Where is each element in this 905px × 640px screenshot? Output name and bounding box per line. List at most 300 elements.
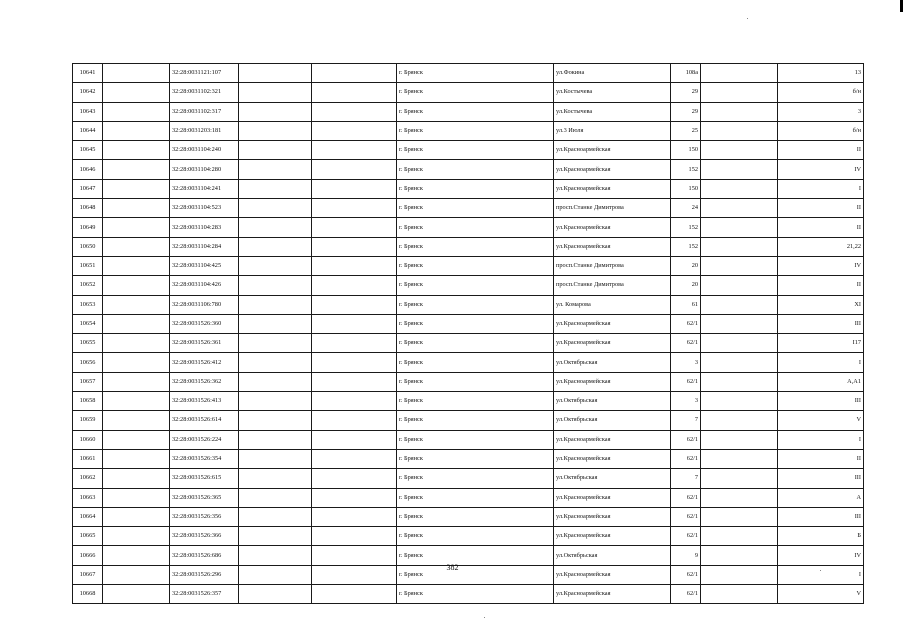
city-cell: г. Брянск (397, 392, 554, 411)
house-number-cell: 62/1 (671, 314, 701, 333)
cadastral-number-cell: 32:28:0031104:425 (170, 256, 239, 275)
row-number-cell: 10667 (73, 565, 103, 584)
street-cell: ул.Октябрьская (554, 546, 671, 565)
table-row (73, 83, 864, 102)
row-number-cell: 10653 (73, 295, 103, 314)
empty-cell (103, 179, 170, 198)
table-row (73, 430, 864, 449)
table-row (73, 121, 864, 140)
empty-cell (312, 102, 397, 121)
premises-number-cell: II (778, 276, 864, 295)
empty-cell (701, 276, 778, 295)
cadastral-number-cell: 32:28:0031121:107 (170, 64, 239, 83)
page-number: 382 (446, 563, 459, 572)
empty-cell (239, 488, 312, 507)
empty-cell (239, 449, 312, 468)
empty-cell (103, 392, 170, 411)
premises-number-cell: Б (778, 527, 864, 546)
empty-cell (103, 430, 170, 449)
table-row (73, 102, 864, 121)
house-number-cell: 62/1 (671, 507, 701, 526)
premises-number-cell: II (778, 141, 864, 160)
row-number-cell: 10643 (73, 102, 103, 121)
empty-cell (701, 179, 778, 198)
premises-number-cell: I17 (778, 334, 864, 353)
row-number-cell: 10659 (73, 411, 103, 430)
empty-cell (239, 430, 312, 449)
street-cell: ул.Красноармейская (554, 179, 671, 198)
empty-cell (701, 334, 778, 353)
premises-number-cell: I (778, 353, 864, 372)
empty-cell (701, 295, 778, 314)
empty-cell (239, 314, 312, 333)
table-row (73, 199, 864, 218)
city-cell: г. Брянск (397, 372, 554, 391)
scan-speck (484, 617, 485, 618)
empty-cell (239, 141, 312, 160)
empty-cell (312, 160, 397, 179)
house-number-cell: 7 (671, 469, 701, 488)
street-cell: ул.Красноармейская (554, 585, 671, 604)
empty-cell (701, 199, 778, 218)
empty-cell (239, 585, 312, 604)
row-number-cell: 10663 (73, 488, 103, 507)
cadastral-number-cell: 32:28:0031104:280 (170, 160, 239, 179)
street-cell: ул.3 Июля (554, 121, 671, 140)
premises-number-cell: 21,22 (778, 237, 864, 256)
row-number-cell: 10655 (73, 334, 103, 353)
empty-cell (103, 102, 170, 121)
empty-cell (701, 141, 778, 160)
empty-cell (312, 276, 397, 295)
table-row (73, 314, 864, 333)
empty-cell (103, 334, 170, 353)
row-number-cell: 10652 (73, 276, 103, 295)
empty-cell (103, 121, 170, 140)
cadastral-number-cell: 32:28:0031526:615 (170, 469, 239, 488)
street-cell: ул.Костычева (554, 102, 671, 121)
street-cell: ул.Красноармейская (554, 488, 671, 507)
empty-cell (701, 256, 778, 275)
empty-cell (239, 469, 312, 488)
table-row (73, 353, 864, 372)
cadastral-number-cell: 32:28:0031203:181 (170, 121, 239, 140)
cadastral-number-cell: 32:28:0031106:780 (170, 295, 239, 314)
cadastral-number-cell: 32:28:0031104:284 (170, 237, 239, 256)
house-number-cell: 62/1 (671, 488, 701, 507)
empty-cell (103, 218, 170, 237)
house-number-cell: 3 (671, 392, 701, 411)
table-row (73, 276, 864, 295)
city-cell: г. Брянск (397, 488, 554, 507)
cadastral-number-cell: 32:28:0031104:240 (170, 141, 239, 160)
empty-cell (701, 160, 778, 179)
empty-cell (701, 411, 778, 430)
empty-cell (701, 469, 778, 488)
cadastral-number-cell: 32:28:0031104:426 (170, 276, 239, 295)
house-number-cell: 150 (671, 141, 701, 160)
empty-cell (103, 276, 170, 295)
city-cell: г. Брянск (397, 141, 554, 160)
premises-number-cell: I (778, 430, 864, 449)
empty-cell (103, 83, 170, 102)
row-number-cell: 10656 (73, 353, 103, 372)
empty-cell (312, 218, 397, 237)
premises-number-cell: III (778, 392, 864, 411)
empty-cell (701, 237, 778, 256)
cadastral-number-cell: 32:28:0031526:412 (170, 353, 239, 372)
table-row (73, 160, 864, 179)
table-row (73, 218, 864, 237)
empty-cell (103, 353, 170, 372)
empty-cell (239, 83, 312, 102)
premises-number-cell: V (778, 585, 864, 604)
table-row (73, 141, 864, 160)
empty-cell (103, 449, 170, 468)
premises-number-cell: IV (778, 160, 864, 179)
table-row (73, 334, 864, 353)
house-number-cell: 7 (671, 411, 701, 430)
empty-cell (239, 353, 312, 372)
premises-number-cell: V (778, 411, 864, 430)
empty-cell (239, 160, 312, 179)
table-row (73, 295, 864, 314)
premises-number-cell: А,А1 (778, 372, 864, 391)
empty-cell (701, 527, 778, 546)
empty-cell (701, 64, 778, 83)
table-row (73, 256, 864, 275)
row-number-cell: 10644 (73, 121, 103, 140)
empty-cell (312, 237, 397, 256)
premises-number-cell: А (778, 488, 864, 507)
empty-cell (701, 392, 778, 411)
table-row (73, 527, 864, 546)
empty-cell (312, 179, 397, 198)
scan-edge-mark (900, 0, 903, 12)
house-number-cell: 62/1 (671, 585, 701, 604)
house-number-cell: 20 (671, 256, 701, 275)
premises-number-cell: III (778, 314, 864, 333)
empty-cell (312, 295, 397, 314)
house-number-cell: 3 (671, 353, 701, 372)
city-cell: г. Брянск (397, 507, 554, 526)
city-cell: г. Брянск (397, 160, 554, 179)
house-number-cell: 29 (671, 102, 701, 121)
cadastral-number-cell: 32:28:0031104:283 (170, 218, 239, 237)
city-cell: г. Брянск (397, 546, 554, 565)
house-number-cell: 20 (671, 276, 701, 295)
city-cell: г. Брянск (397, 585, 554, 604)
table-row (73, 237, 864, 256)
premises-number-cell: III (778, 469, 864, 488)
city-cell: г. Брянск (397, 199, 554, 218)
empty-cell (312, 314, 397, 333)
empty-cell (312, 256, 397, 275)
empty-cell (239, 295, 312, 314)
city-cell: г. Брянск (397, 430, 554, 449)
row-number-cell: 10646 (73, 160, 103, 179)
street-cell: ул.Красноармейская (554, 314, 671, 333)
empty-cell (701, 353, 778, 372)
premises-number-cell: I (778, 179, 864, 198)
street-cell: ул.Фокина (554, 64, 671, 83)
scan-speck (747, 18, 748, 19)
cadastral-number-cell: 32:28:0031526:361 (170, 334, 239, 353)
house-number-cell: 62/1 (671, 449, 701, 468)
empty-cell (103, 469, 170, 488)
premises-number-cell: б/н (778, 83, 864, 102)
city-cell: г. Брянск (397, 353, 554, 372)
street-cell: ул.Красноармейская (554, 334, 671, 353)
empty-cell (312, 430, 397, 449)
city-cell: г. Брянск (397, 83, 554, 102)
city-cell: г. Брянск (397, 256, 554, 275)
empty-cell (701, 430, 778, 449)
empty-cell (239, 392, 312, 411)
cadastral-number-cell: 32:28:0031526:357 (170, 585, 239, 604)
empty-cell (312, 372, 397, 391)
house-number-cell: 62/1 (671, 565, 701, 584)
premises-number-cell: 3 (778, 102, 864, 121)
cadastral-number-cell: 32:28:0031526:356 (170, 507, 239, 526)
empty-cell (103, 237, 170, 256)
street-cell: ул.Октябрьская (554, 353, 671, 372)
empty-cell (239, 237, 312, 256)
row-number-cell: 10649 (73, 218, 103, 237)
street-cell: ул.Красноармейская (554, 141, 671, 160)
empty-cell (701, 507, 778, 526)
empty-cell (312, 585, 397, 604)
row-number-cell: 10666 (73, 546, 103, 565)
street-cell: ул.Октябрьская (554, 392, 671, 411)
street-cell: ул.Красноармейская (554, 565, 671, 584)
premises-number-cell: IV (778, 546, 864, 565)
cadastral-number-cell: 32:28:0031526:360 (170, 314, 239, 333)
premises-number-cell: II (778, 199, 864, 218)
house-number-cell: 9 (671, 546, 701, 565)
cadastral-number-cell: 32:28:0031526:224 (170, 430, 239, 449)
cadastral-number-cell: 32:28:0031526:366 (170, 527, 239, 546)
city-cell: г. Брянск (397, 565, 554, 584)
empty-cell (103, 160, 170, 179)
empty-cell (701, 488, 778, 507)
empty-cell (103, 585, 170, 604)
registry-table (72, 63, 864, 604)
empty-cell (239, 102, 312, 121)
street-cell: просп.Станке Димитрова (554, 256, 671, 275)
empty-cell (239, 372, 312, 391)
empty-cell (103, 372, 170, 391)
empty-cell (312, 488, 397, 507)
row-number-cell: 10657 (73, 372, 103, 391)
empty-cell (312, 411, 397, 430)
empty-cell (103, 411, 170, 430)
empty-cell (239, 276, 312, 295)
city-cell: г. Брянск (397, 276, 554, 295)
street-cell: просп.Станке Димитрова (554, 199, 671, 218)
empty-cell (103, 141, 170, 160)
city-cell: г. Брянск (397, 449, 554, 468)
city-cell: г. Брянск (397, 527, 554, 546)
street-cell: ул.Красноармейская (554, 218, 671, 237)
empty-cell (103, 488, 170, 507)
empty-cell (312, 121, 397, 140)
house-number-cell: 24 (671, 199, 701, 218)
premises-number-cell: б/н (778, 121, 864, 140)
city-cell: г. Брянск (397, 314, 554, 333)
house-number-cell: 62/1 (671, 527, 701, 546)
premises-number-cell: XI (778, 295, 864, 314)
empty-cell (312, 507, 397, 526)
street-cell: ул.Костычева (554, 83, 671, 102)
cadastral-number-cell: 32:28:0031104:523 (170, 199, 239, 218)
empty-cell (239, 218, 312, 237)
table-row (73, 372, 864, 391)
empty-cell (312, 141, 397, 160)
empty-cell (103, 314, 170, 333)
cadastral-number-cell: 32:28:0031526:614 (170, 411, 239, 430)
empty-cell (103, 199, 170, 218)
row-number-cell: 10668 (73, 585, 103, 604)
row-number-cell: 10664 (73, 507, 103, 526)
city-cell: г. Брянск (397, 237, 554, 256)
empty-cell (701, 83, 778, 102)
table-row (73, 411, 864, 430)
empty-cell (103, 256, 170, 275)
cadastral-number-cell: 32:28:0031526:365 (170, 488, 239, 507)
row-number-cell: 10661 (73, 449, 103, 468)
cadastral-number-cell: 32:28:0031526:354 (170, 449, 239, 468)
premises-number-cell: I (778, 565, 864, 584)
empty-cell (103, 64, 170, 83)
city-cell: г. Брянск (397, 64, 554, 83)
street-cell: ул. Комарова (554, 295, 671, 314)
empty-cell (239, 179, 312, 198)
house-number-cell: 61 (671, 295, 701, 314)
city-cell: г. Брянск (397, 334, 554, 353)
street-cell: ул.Красноармейская (554, 527, 671, 546)
empty-cell (701, 314, 778, 333)
table-row (73, 507, 864, 526)
city-cell: г. Брянск (397, 218, 554, 237)
empty-cell (312, 199, 397, 218)
cadastral-number-cell: 32:28:0031526:296 (170, 565, 239, 584)
table-row (73, 449, 864, 468)
empty-cell (701, 585, 778, 604)
row-number-cell: 10651 (73, 256, 103, 275)
table-row (73, 488, 864, 507)
street-cell: ул.Красноармейская (554, 449, 671, 468)
city-cell: г. Брянск (397, 121, 554, 140)
empty-cell (103, 507, 170, 526)
street-cell: ул.Красноармейская (554, 507, 671, 526)
empty-cell (312, 353, 397, 372)
table-row (73, 64, 864, 83)
cadastral-number-cell: 32:28:0031526:413 (170, 392, 239, 411)
empty-cell (312, 527, 397, 546)
row-number-cell: 10662 (73, 469, 103, 488)
empty-cell (103, 527, 170, 546)
house-number-cell: 29 (671, 83, 701, 102)
table-row (73, 469, 864, 488)
city-cell: г. Брянск (397, 295, 554, 314)
house-number-cell: 25 (671, 121, 701, 140)
empty-cell (701, 102, 778, 121)
row-number-cell: 10641 (73, 64, 103, 83)
house-number-cell: 152 (671, 237, 701, 256)
empty-cell (701, 449, 778, 468)
street-cell: ул.Октябрьская (554, 411, 671, 430)
empty-cell (239, 334, 312, 353)
empty-cell (701, 372, 778, 391)
empty-cell (312, 392, 397, 411)
house-number-cell: 62/1 (671, 334, 701, 353)
premises-number-cell: IV (778, 256, 864, 275)
empty-cell (239, 64, 312, 83)
empty-cell (239, 121, 312, 140)
row-number-cell: 10647 (73, 179, 103, 198)
premises-number-cell: 13 (778, 64, 864, 83)
table-row (73, 585, 864, 604)
empty-cell (103, 295, 170, 314)
row-number-cell: 10648 (73, 199, 103, 218)
city-cell: г. Брянск (397, 179, 554, 198)
table-row (73, 179, 864, 198)
empty-cell (239, 527, 312, 546)
house-number-cell: 62/1 (671, 372, 701, 391)
row-number-cell: 10645 (73, 141, 103, 160)
row-number-cell: 10642 (73, 83, 103, 102)
premises-number-cell: III (778, 507, 864, 526)
empty-cell (239, 256, 312, 275)
street-cell: ул.Красноармейская (554, 430, 671, 449)
street-cell: ул.Октябрьская (554, 469, 671, 488)
premises-number-cell: II (778, 449, 864, 468)
row-number-cell: 10660 (73, 430, 103, 449)
registry-table-body (73, 64, 864, 604)
row-number-cell: 10658 (73, 392, 103, 411)
house-number-cell: 62/1 (671, 430, 701, 449)
empty-cell (239, 411, 312, 430)
street-cell: ул.Красноармейская (554, 372, 671, 391)
city-cell: г. Брянск (397, 102, 554, 121)
row-number-cell: 10665 (73, 527, 103, 546)
house-number-cell: 152 (671, 218, 701, 237)
empty-cell (701, 218, 778, 237)
row-number-cell: 10650 (73, 237, 103, 256)
city-cell: г. Брянск (397, 411, 554, 430)
cadastral-number-cell: 32:28:0031104:241 (170, 179, 239, 198)
empty-cell (312, 449, 397, 468)
cadastral-number-cell: 32:28:0031102:317 (170, 102, 239, 121)
street-cell: ул.Красноармейская (554, 160, 671, 179)
empty-cell (312, 83, 397, 102)
row-number-cell: 10654 (73, 314, 103, 333)
street-cell: просп.Станке Димитрова (554, 276, 671, 295)
city-cell: г. Брянск (397, 469, 554, 488)
empty-cell (239, 199, 312, 218)
premises-number-cell: II (778, 218, 864, 237)
cadastral-number-cell: 32:28:0031526:686 (170, 546, 239, 565)
cadastral-number-cell: 32:28:0031102:321 (170, 83, 239, 102)
cadastral-number-cell: 32:28:0031526:362 (170, 372, 239, 391)
empty-cell (312, 469, 397, 488)
house-number-cell: 108а (671, 64, 701, 83)
empty-cell (312, 334, 397, 353)
house-number-cell: 152 (671, 160, 701, 179)
table-row (73, 392, 864, 411)
street-cell: ул.Красноармейская (554, 237, 671, 256)
